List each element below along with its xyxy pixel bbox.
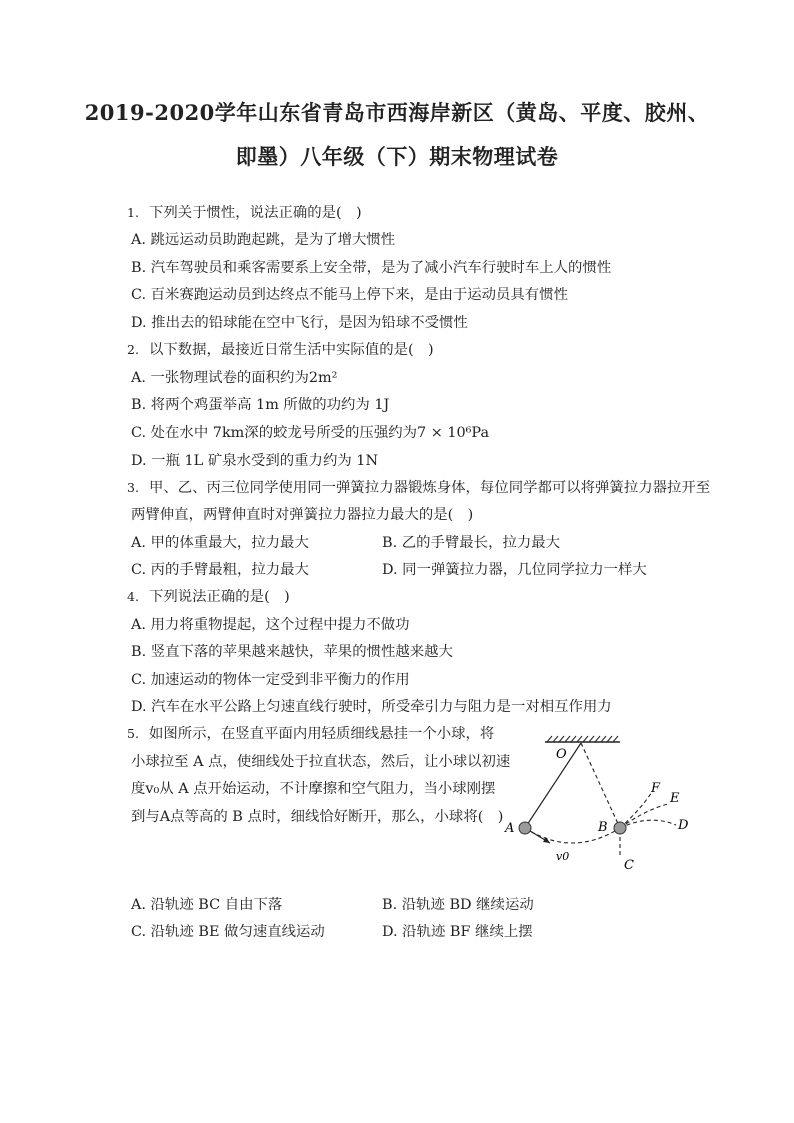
page-title-line2: 即墨）八年级（下）期末物理试卷 bbox=[235, 144, 559, 169]
question-2-option-b: B. 将两个鸡蛋举高 1m 所做的功约为 1J bbox=[131, 397, 390, 413]
question-3-option-d: D. 同一弹簧拉力器，几位同学拉力一样大 bbox=[382, 562, 647, 578]
question-2-stem bbox=[127, 340, 434, 360]
label-d: D bbox=[678, 818, 689, 833]
question-2-text: 以下数据，最接近日常生活中实际值的是( ) bbox=[148, 342, 434, 358]
question-1-number: 1. bbox=[127, 205, 139, 220]
question-5-option-d: D. 沿轨迹 BF 继续上摆 bbox=[382, 924, 533, 940]
label-c: C bbox=[624, 858, 634, 873]
question-5-text-1: 如图所示，在竖直平面内用轻质细线悬挂一个小球，将 bbox=[148, 726, 495, 742]
question-5-option-b: B. 沿轨迹 BD 继续运动 bbox=[382, 897, 534, 913]
question-3-option-b: B. 乙的手臂最长，拉力最大 bbox=[382, 535, 561, 551]
label-o: O bbox=[556, 747, 567, 762]
question-2-option-c: C. 处在水中 7km深的蛟龙号所受的压强约为7 × 10⁶Pa bbox=[131, 425, 490, 441]
page-title-line1: 2019-2020学年山东省青岛市西海岸新区（黄岛、平度、胶州、 bbox=[84, 100, 710, 125]
label-b: B bbox=[598, 820, 608, 835]
question-1-option-c: C. 百米赛跑运动员到达终点不能马上停下来，是由于运动员具有惯性 bbox=[131, 287, 568, 303]
question-2-number: 2. bbox=[127, 342, 139, 357]
question-4-option-d: D. 汽车在水平公路上匀速直线行驶时，所受牵引力与阻力是一对相互作用力 bbox=[131, 699, 612, 715]
question-3-option-c: C. 丙的手臂最粗，拉力最大 bbox=[131, 562, 309, 578]
question-4-option-c: C. 加速运动的物体一定受到非平衡力的作用 bbox=[131, 672, 410, 688]
question-5-stem-line3: 度v₀从 A 点开始运动，不计摩擦和空气阻力，当小球刚摆 bbox=[131, 781, 496, 797]
question-2-option-a: A. 一张物理试卷的面积约为2m² bbox=[131, 370, 338, 386]
path-bd bbox=[620, 820, 676, 828]
question-5-option-a: A. 沿轨迹 BC 自由下落 bbox=[131, 897, 283, 913]
question-1-option-d: D. 推出去的铅球能在空中飞行，是因为铅球不受惯性 bbox=[131, 315, 468, 331]
question-4-stem bbox=[127, 587, 290, 607]
question-5-stem-line2: 小球拉至 A 点，使细线处于拉直状态，然后，让小球以初速 bbox=[131, 754, 511, 770]
string-oa bbox=[525, 743, 581, 828]
question-4-option-a: A. 用力将重物提起，这个过程中提力不做功 bbox=[131, 617, 410, 633]
question-3-number: 3. bbox=[127, 480, 139, 495]
question-5-stem-line1 bbox=[127, 724, 494, 744]
question-1-option-a: A. 跳远运动员助跑起跳，是为了增大惯性 bbox=[131, 232, 396, 248]
question-1-option-b: B. 汽车驾驶员和乘客需要系上安全带，是为了减小汽车行驶时车上人的惯性 bbox=[131, 260, 612, 276]
ceiling-hatch bbox=[547, 736, 618, 742]
question-5-option-c: C. 沿轨迹 BE 做匀速直线运动 bbox=[131, 924, 325, 940]
string-ob bbox=[581, 743, 620, 828]
question-3-option-a: A. 甲的体重最大，拉力最大 bbox=[131, 535, 309, 551]
question-4-option-b: B. 竖直下落的苹果越来越快，苹果的惯性越来越大 bbox=[131, 644, 453, 660]
question-5-stem-line4: 到与A点等高的 B 点时，细线恰好断开，那么，小球将( ) bbox=[131, 809, 504, 825]
ball-b bbox=[614, 822, 626, 834]
ball-a bbox=[519, 822, 531, 834]
question-3-stem-line2: 两臂伸直，两臂伸直时对弹簧拉力器拉力最大的是( ) bbox=[131, 507, 474, 523]
question-4-text: 下列说法正确的是( ) bbox=[148, 589, 290, 605]
label-v0: v0 bbox=[556, 850, 570, 863]
label-a: A bbox=[505, 821, 515, 836]
label-f: F bbox=[651, 781, 661, 796]
pendulum-figure bbox=[500, 730, 710, 875]
question-2-option-d: D. 一瓶 1L 矿泉水受到的重力约为 1N bbox=[131, 453, 379, 469]
question-4-number: 4. bbox=[127, 589, 139, 604]
question-1-stem bbox=[127, 203, 362, 223]
question-5-number: 5. bbox=[127, 726, 139, 741]
question-3-stem-line1 bbox=[127, 478, 710, 498]
label-e: E bbox=[670, 791, 680, 806]
question-1-text: 下列关于惯性，说法正确的是( ) bbox=[148, 205, 362, 221]
question-3-text-1: 甲、乙、丙三位同学使用同一弹簧拉力器锻炼身体，每位同学都可以将弹簧拉力器拉开至 bbox=[148, 480, 711, 496]
